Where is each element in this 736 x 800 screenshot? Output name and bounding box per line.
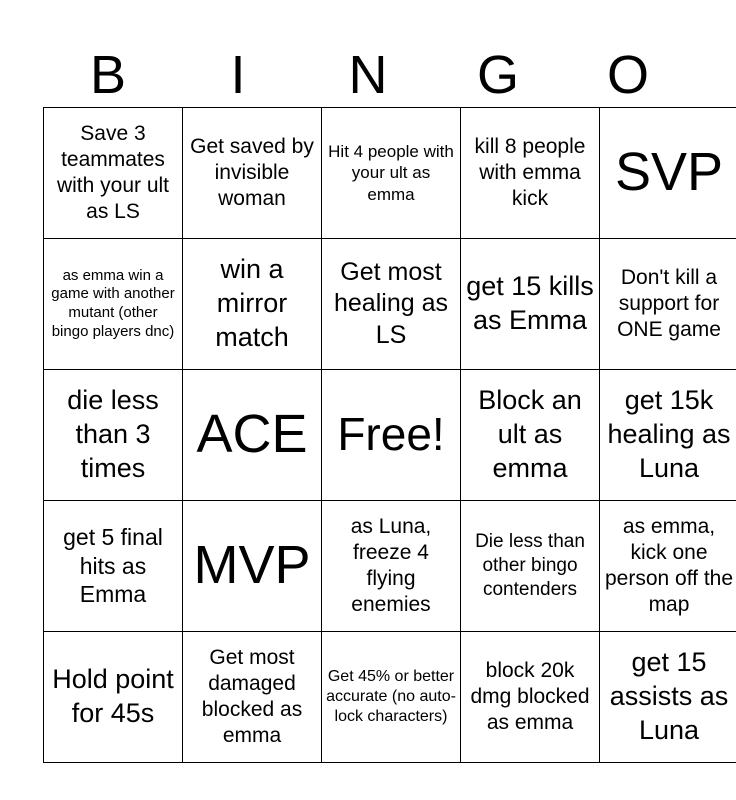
free-space-cell[interactable]: Free! [322,370,461,501]
bingo-cell[interactable]: as emma win a game with another mutant (other bingo players dnc) [44,239,183,370]
bingo-cell[interactable]: Get most healing as LS [322,239,461,370]
header-letter-n: N [348,45,388,105]
bingo-cell[interactable]: get 15k healing as Luna [600,370,736,501]
bingo-cell[interactable]: Get 45% or better accurate (no auto-lock characters) [322,632,461,763]
grid-row [44,239,736,370]
bingo-cell[interactable]: block 20k dmg blocked as emma [461,632,600,763]
grid-row [44,108,736,239]
bingo-header [43,42,693,108]
bingo-cell[interactable]: as emma, kick one person off the map [600,501,736,632]
bingo-cell[interactable]: SVP [600,108,736,239]
bingo-cell[interactable]: Get saved by invisible woman [183,108,322,239]
bingo-cell[interactable]: Get most damaged blocked as emma [183,632,322,763]
bingo-cell[interactable]: kill 8 people with emma kick [461,108,600,239]
header-letter-o: O [606,45,649,105]
header-letter-g: G [476,45,519,105]
bingo-cell[interactable]: as Luna, freeze 4 flying enemies [322,501,461,632]
bingo-cell[interactable]: get 15 assists as Luna [600,632,736,763]
bingo-cell[interactable]: Block an ult as emma [461,370,600,501]
bingo-cell[interactable]: MVP [183,501,322,632]
header-letter-b: B [89,45,127,105]
bingo-grid [43,107,736,763]
grid-row [44,501,736,632]
bingo-cell[interactable]: get 15 kills as Emma [461,239,600,370]
bingo-cell[interactable]: get 5 final hits as Emma [44,501,183,632]
bingo-cell[interactable]: Die less than other bingo contenders [461,501,600,632]
bingo-cell[interactable]: win a mirror match [183,239,322,370]
grid-row [44,370,736,501]
header-letter-i: I [230,45,246,105]
bingo-cell[interactable]: Hit 4 people with your ult as emma [322,108,461,239]
bingo-cell[interactable]: Don't kill a support for ONE game [600,239,736,370]
bingo-cell[interactable]: ACE [183,370,322,501]
bingo-cell[interactable]: die less than 3 times [44,370,183,501]
bingo-cell[interactable]: Hold point for 45s [44,632,183,763]
bingo-cell[interactable]: Save 3 teammates with your ult as LS [44,108,183,239]
grid-row [44,632,736,763]
